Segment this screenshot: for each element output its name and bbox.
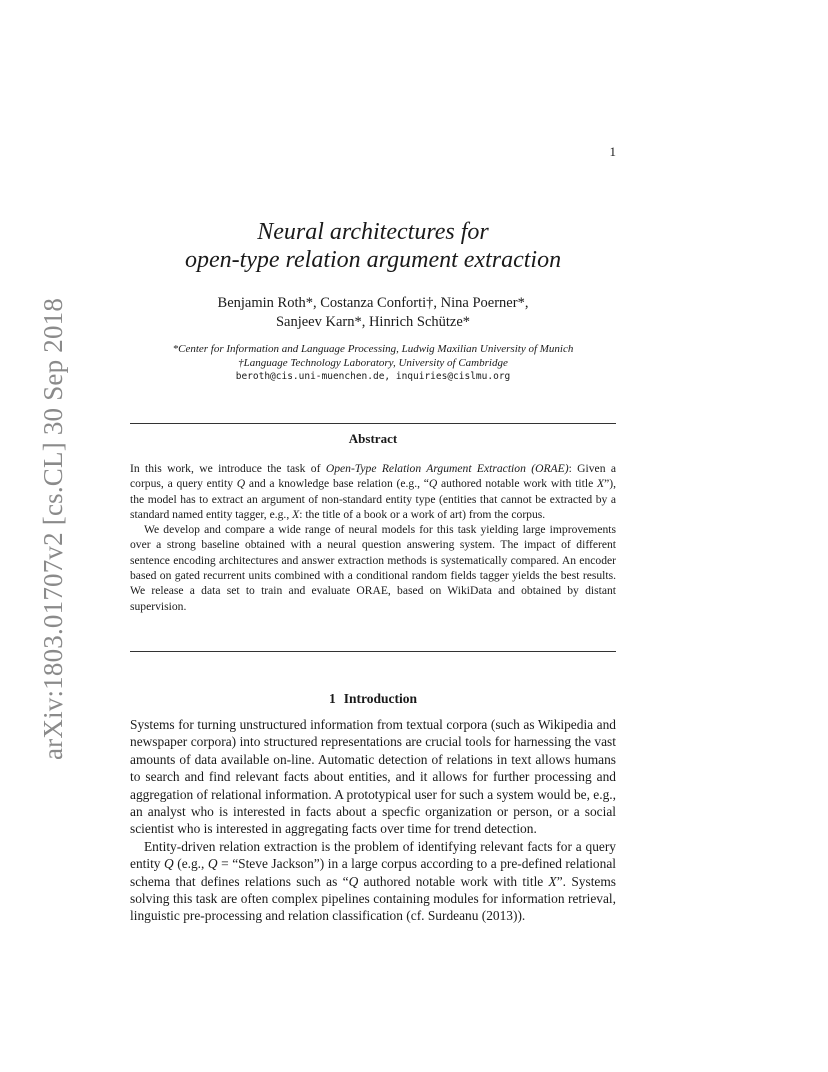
- italic-run: Q: [236, 477, 246, 491]
- section-title: Introduction: [343, 691, 418, 706]
- title-line-1: Neural architectures for: [257, 219, 489, 245]
- page-number: 1: [609, 144, 616, 159]
- text-run: In this work, we introduce the task of: [130, 462, 326, 475]
- text-run: = “Steve Jackson”) in a large corpus according to a pre-defined relational schema that defines relations such as “: [130, 856, 616, 889]
- italic-run: Q: [428, 477, 438, 491]
- paper-title: [130, 218, 616, 274]
- text-run: : Given a corpus, a query entity: [130, 462, 617, 491]
- section-heading-introduction: [130, 691, 616, 707]
- abstract-body: [130, 461, 616, 614]
- section-number: 1: [328, 691, 336, 706]
- abstract-heading: Abstract: [348, 431, 398, 446]
- italic-run: X: [292, 507, 300, 521]
- affiliation-cambridge: †Language Technology Laboratory, University of Cambridge: [238, 357, 508, 369]
- title-line-2: open-type relation argument extraction: [184, 247, 562, 273]
- abstract-paragraph-2: We develop and compare a wide range of neural models for this task yielding large improvements over a strong baseline obtained with a neural question answering system. The impact of different sentence encoding architectures and answer extraction methods is systematically compared. An encoder based on gated recurrent units combined with a conditional random fields tagger yields the best results. We release a data set to train and evaluate ORAE, based on WikiData and obtained by distant supervision.: [130, 523, 616, 613]
- text-run: Entity-driven relation extraction is the problem of identifying relevant facts for a query entity: [130, 838, 616, 872]
- affiliations: [130, 342, 616, 384]
- text-run: : the title of a book or a work of art) from the corpus.: [299, 507, 546, 521]
- italic-run: Open-Type Relation Argument Extraction (ORAE): [325, 462, 569, 475]
- intro-paragraph-2: [130, 838, 616, 925]
- text-run: and a knowledge base relation (e.g., “: [245, 477, 429, 491]
- intro-paragraph-1: Systems for turning unstructured information from textual corpora (such as Wikipedia and newspaper corpora) into structured representations are crucial tools for harnessing the vast amounts of data available on-line. Automatic detection of relations in text allows humans to search and find relevant facts about entities, and it allows for further processing and aggregation of relational information. A prototypical user for such a system would be, e.g., an analyst who is interested in facts about a specfic organization or person, or a social scientist who is interested in aggregating facts over time for trend detection.: [130, 717, 616, 837]
- text-run: authored notable work with title: [437, 477, 597, 491]
- affiliation-munich: *Center for Information and Language Processing, Ludwig Maxilian University of Munich: [172, 343, 574, 355]
- abstract-top-rule: [130, 423, 616, 424]
- text-run: (e.g.,: [173, 856, 208, 872]
- italic-run: Q: [348, 873, 359, 889]
- text-run: authored notable work with title: [358, 873, 549, 889]
- arxiv-identifier-stamp: arXiv:1803.01707v2 [cs.CL] 30 Sep 2018: [38, 297, 68, 760]
- authors-line-2: Sanjeev Karn*, Hinrich Schütze*: [275, 313, 471, 330]
- text-run: ”. Systems solving this task are often complex pipelines containing modules for information retrieval, linguistic pre-processing and relation classification (cf. Surdeanu (2013)).: [130, 873, 616, 924]
- introduction-body: [130, 716, 616, 925]
- author-list: [130, 294, 616, 331]
- italic-run: X: [597, 477, 605, 491]
- abstract-bottom-rule: [130, 651, 616, 652]
- italic-run: Q: [207, 856, 218, 872]
- text-run: ”), the model has to extract an argument of non-standard entity type (entities that cannot be extracted by a standard named entity tagger, e.g.,: [130, 477, 616, 521]
- abstract-paragraph-1: [130, 461, 616, 522]
- contact-emails: beroth@cis.uni-muenchen.de, inquiries@cislmu.org: [235, 371, 511, 382]
- italic-run: Q: [164, 856, 174, 872]
- authors-line-1: Benjamin Roth*, Costanza Conforti†, Nina Poerner*,: [217, 295, 529, 311]
- italic-run: X: [548, 873, 557, 889]
